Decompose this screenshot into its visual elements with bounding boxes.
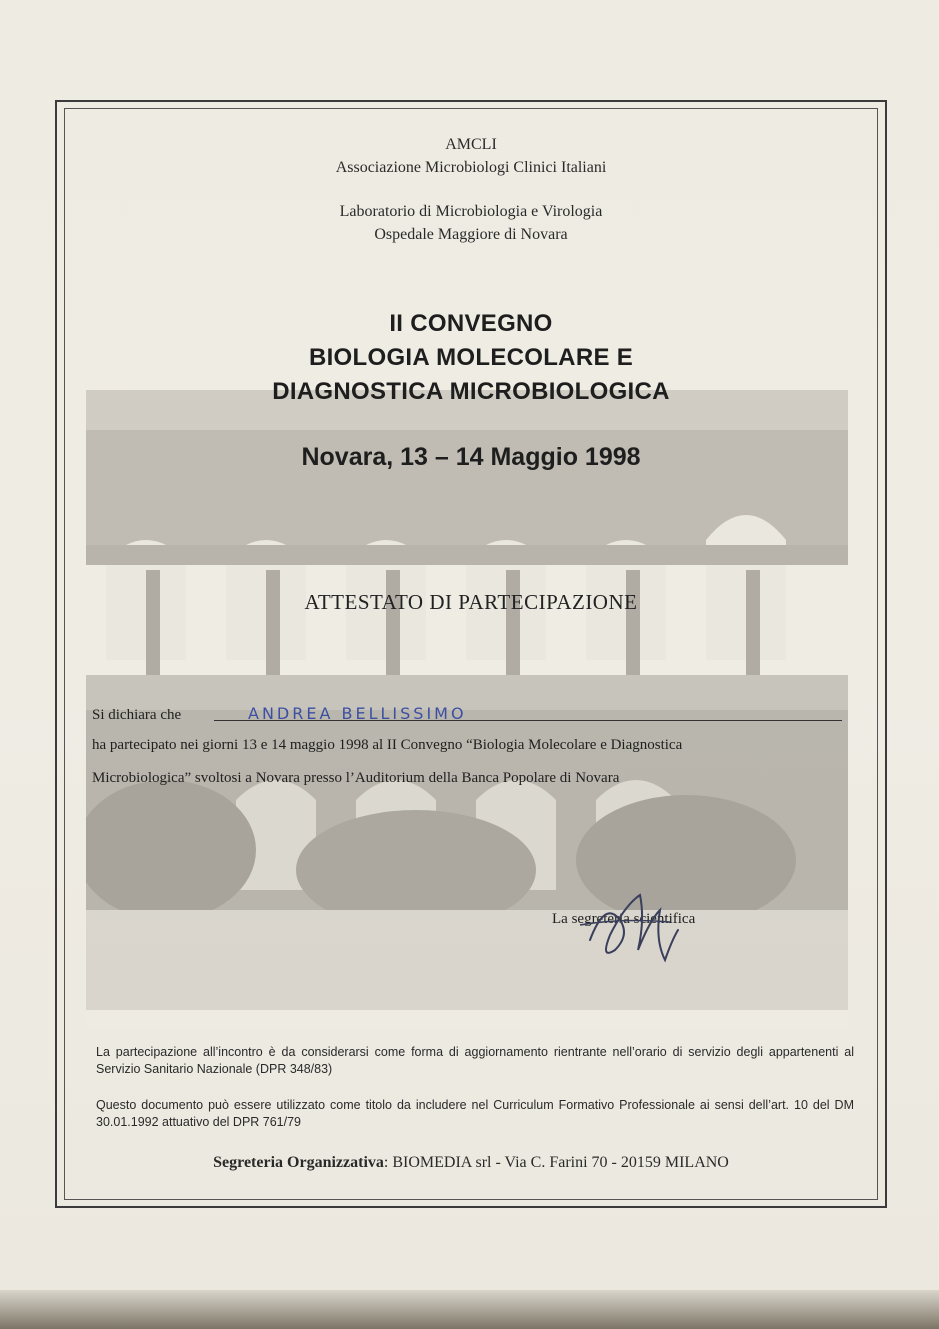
- footer-label: Segreteria Organizzativa: [213, 1154, 384, 1171]
- body-line-1: ha partecipato nei giorni 13 e 14 maggio 1998 al II Convegno “Biologia Molecolare e Diagnostica: [92, 737, 683, 753]
- paper-edge-shadow: [0, 1290, 939, 1329]
- event-title-line2: BIOLOGIA MOLECOLARE E: [308, 344, 634, 371]
- certificate-heading: ATTESTATO DI PARTECIPAZIONE: [304, 590, 638, 614]
- footer-value: : BIOMEDIA srl - Via C. Farini 70 - 20159 MILANO: [383, 1154, 729, 1171]
- event-title-line3: DIAGNOSTICA MICROBIOLOGICA: [272, 378, 670, 405]
- note-aggiornamento: La partecipazione all’incontro è da considerarsi come forma di aggiornamento rientrante nell’orario di servizio degli appartenenti al Servizio Sanitario Nazionale (DPR 348/83): [96, 1045, 854, 1076]
- org-acronym: AMCLI: [445, 136, 497, 153]
- participant-name: ANDREA BELLISSIMO: [248, 704, 467, 723]
- lab-name: Laboratorio di Microbiologia e Virologia: [339, 203, 603, 220]
- inner-border: [64, 108, 878, 1200]
- note-curriculum: Questo documento può essere utilizzato come titolo da includere nel Curriculum Formativo Professionale ai sensi dell’art. 10 del DM 30.01.1992 attuativo del DPR 761/79: [96, 1098, 854, 1129]
- event-place-dates: Novara, 13 – 14 Maggio 1998: [301, 443, 641, 471]
- body-line-2: Microbiologica” svoltosi a Novara presso l’Auditorium della Banca Popolare di Novara: [92, 770, 620, 786]
- footer-organizer: [64, 1154, 878, 1172]
- event-title-line1: II CONVEGNO: [389, 310, 553, 337]
- hospital-name: Ospedale Maggiore di Novara: [374, 226, 568, 243]
- org-name: Associazione Microbiologi Clinici Italiani: [335, 159, 607, 176]
- declaration-prefix: Si dichiara che: [92, 707, 182, 723]
- signatory-label: La segreteria scientifica: [552, 911, 696, 927]
- handwritten-signature: [560, 880, 710, 975]
